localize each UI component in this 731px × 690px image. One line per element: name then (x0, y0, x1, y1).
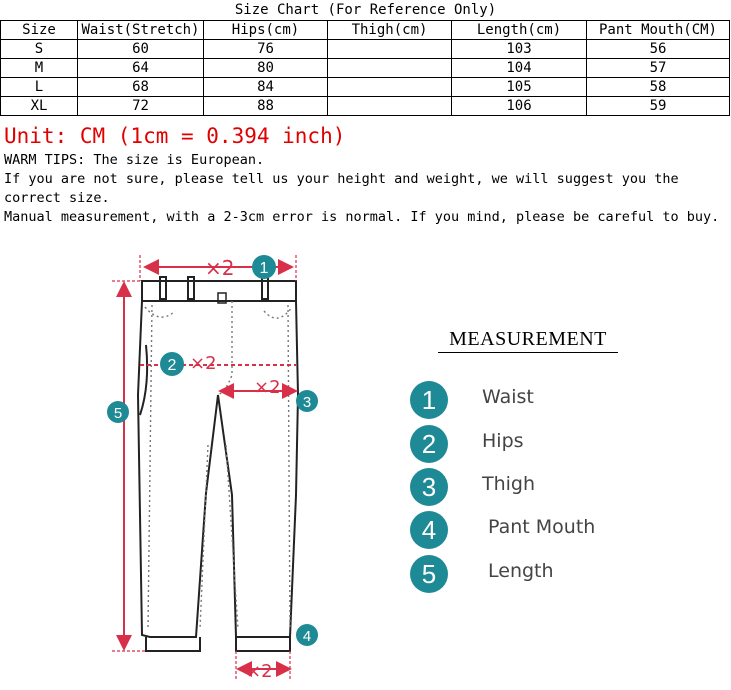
svg-text:4: 4 (302, 628, 312, 645)
table-cell: 106 (452, 97, 587, 116)
legend-label: Thigh (482, 473, 536, 495)
col-header-hips: Hips(cm) (204, 21, 328, 40)
table-cell: 104 (452, 59, 587, 78)
table-cell (328, 78, 452, 97)
unit-note: Unit: CM (1cm = 0.394 inch) (4, 124, 346, 148)
legend-label: Length (488, 560, 554, 582)
col-header-size: Size (1, 21, 78, 40)
col-header-thigh: Thigh(cm) (328, 21, 452, 40)
badge-thigh (296, 390, 318, 412)
chart-title: Size Chart (For Reference Only) (234, 2, 497, 18)
table-cell: 57 (587, 59, 730, 78)
table-cell: 56 (587, 40, 730, 59)
number-badge: 1 (410, 381, 448, 419)
table-row (1, 59, 730, 78)
size-advice-tip: If you are not sure, please tell us your height and weight, we will suggest you the correct size. (4, 171, 687, 206)
measurement-title: MEASUREMENT (438, 328, 618, 353)
legend-label: Waist (482, 386, 534, 408)
table-cell (328, 59, 452, 78)
pant-mouth-multiplier: ×2 (246, 661, 273, 682)
number-badge: 4 (410, 511, 448, 549)
table-cell: 88 (204, 97, 328, 116)
pants-stitching (145, 301, 292, 629)
svg-text:2: 2 (167, 357, 177, 374)
table-header-row (1, 21, 730, 40)
number-badge: 5 (410, 555, 448, 593)
legend-label: Hips (482, 430, 524, 452)
table-cell: 64 (78, 59, 204, 78)
size-table (0, 20, 730, 116)
table-cell: 80 (204, 59, 328, 78)
table-cell: 60 (78, 40, 204, 59)
col-header-pant-mouth: Pant Mouth(CM) (587, 21, 730, 40)
table-row (1, 97, 730, 116)
svg-text:3: 3 (302, 394, 312, 411)
waist-multiplier: ×2 (205, 256, 235, 280)
table-row (1, 40, 730, 59)
table-cell: 68 (78, 78, 204, 97)
thigh-multiplier: ×2 (254, 377, 281, 398)
table-cell: S (1, 40, 78, 59)
hips-multiplier: ×2 (190, 353, 217, 374)
col-header-length: Length(cm) (452, 21, 587, 40)
table-cell: 72 (78, 97, 204, 116)
measurement-diagram (0, 245, 731, 690)
table-row (1, 78, 730, 97)
badge-waist (252, 255, 276, 279)
table-cell: 58 (587, 78, 730, 97)
pants-illustration (0, 245, 731, 690)
svg-text:1: 1 (259, 260, 269, 277)
table-cell (328, 40, 452, 59)
table-cell: 59 (587, 97, 730, 116)
table-cell: 84 (204, 78, 328, 97)
badge-length (107, 401, 129, 423)
measurement-error-tip: Manual measurement, with a 2-3cm error is normal. If you mind, please be careful to buy. (4, 209, 720, 225)
col-header-waist: Waist(Stretch) (78, 21, 204, 40)
number-badge: 3 (410, 468, 448, 506)
badge-pant-mouth (296, 624, 318, 646)
badge-hips (160, 352, 184, 376)
pants-outline (138, 281, 298, 651)
table-cell: 76 (204, 40, 328, 59)
table-cell: L (1, 78, 78, 97)
table-cell (328, 97, 452, 116)
table-cell: 103 (452, 40, 587, 59)
table-cell: XL (1, 97, 78, 116)
legend-label: Pant Mouth (488, 516, 596, 538)
number-badge: 2 (410, 425, 448, 463)
warm-tip: WARM TIPS: The size is European. (4, 152, 265, 168)
svg-text:5: 5 (113, 405, 123, 422)
table-cell: 105 (452, 78, 587, 97)
table-cell: M (1, 59, 78, 78)
